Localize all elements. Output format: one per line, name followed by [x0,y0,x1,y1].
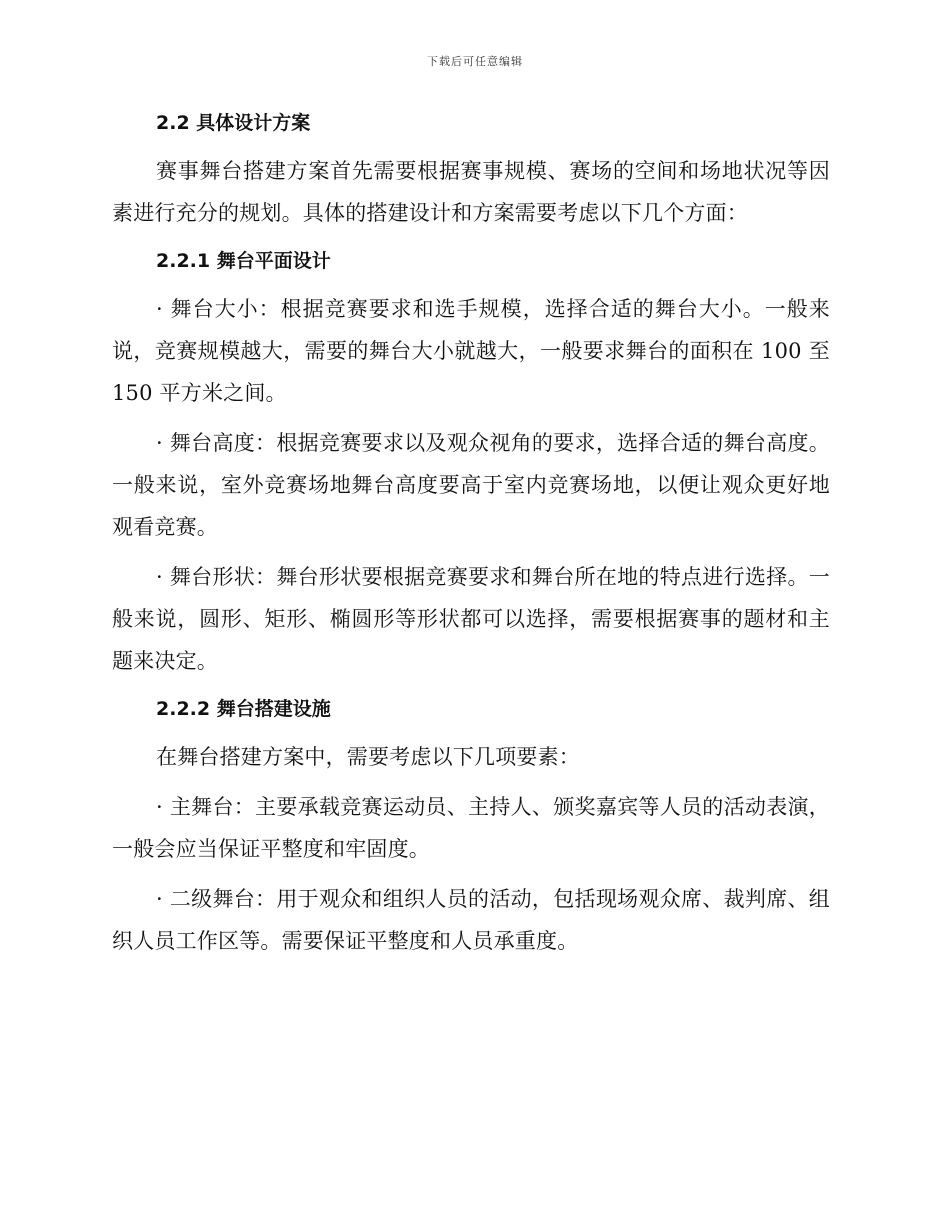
paragraph-stage-height: · 舞台高度：根据竞赛要求以及观众视角的要求，选择合适的舞台高度。一般来说，室外竞赛场地舞台高度要高于室内竞赛场地，以便让观众更好地观看竞赛。 [112,431,830,539]
page-header: 下载后可任意编辑 [427,55,523,68]
section-heading-2-2-1: 2.2.1 舞台平面设计 [156,250,331,272]
paragraph-stage-size: · 舞台大小：根据竞赛要求和选手规模，选择合适的舞台大小。一般来说，竞赛规模越大，需要的舞台大小就越大，一般要求舞台的面积在 100 至 150 平方米之间。 [112,297,830,405]
section-heading-2-2-2: 2.2.2 舞台搭建设施 [156,698,331,720]
paragraph-main-stage: · 主舞台：主要承载竞赛运动员、主持人、颁奖嘉宾等人员的活动表演，一般会应当保证平整度和牢固度。 [112,795,830,861]
paragraph-secondary-stage: · 二级舞台：用于观众和组织人员的活动，包括现场观众席、裁判席、组织人员工作区等。需要保证平整度和人员承重度。 [112,887,830,953]
document-body [112,108,830,962]
section-heading-2-2: 2.2 具体设计方案 [156,112,311,134]
paragraph-intro: 赛事舞台搭建方案首先需要根据赛事规模、赛场的空间和场地状况等因素进行充分的规划。具体的搭建设计和方案需要考虑以下几个方面： [112,159,830,225]
paragraph-elements-intro: 在舞台搭建方案中，需要考虑以下几项要素： [156,745,580,769]
paragraph-stage-shape: · 舞台形状：舞台形状要根据竞赛要求和舞台所在地的特点进行选择。一般来说，圆形、矩形、椭圆形等形状都可以选择，需要根据赛事的题材和主题来决定。 [112,565,830,673]
